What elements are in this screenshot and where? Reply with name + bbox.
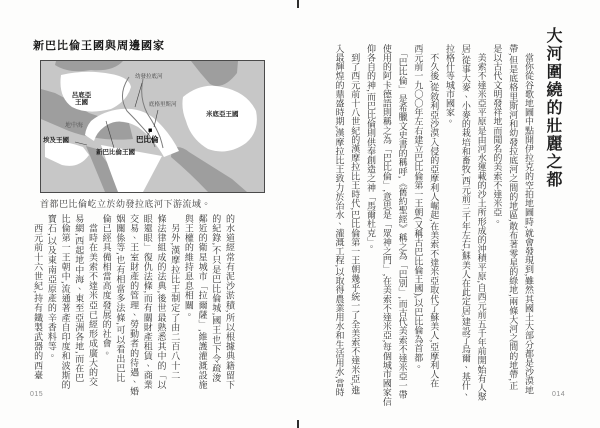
babylon-marker	[149, 129, 152, 132]
text-column: 另外,漢摩拉比王制定了由二百八十二	[170, 214, 181, 381]
text-column: 仰各自的神,而巴比倫則供奉創造之神「馬爾杜克」。	[366, 44, 377, 252]
map-title: 新巴比倫王國與周邊國家	[33, 40, 165, 52]
text-column: 到了西元前十八世紀的漢摩拉比王時代,巴比倫第一王朝幾乎統一了全美索不達米亞,進	[350, 44, 361, 395]
text-column: 交易、王室財產的管理、勞動者的待遇、婚	[129, 214, 140, 397]
map-caption: 首都巴比倫屹立於幼發拉底河下游流域。	[40, 199, 212, 209]
text-column: 易網,西起地中海、東至亞洲各地,而在巴	[74, 214, 85, 383]
text-column: 條法律組成的法典,後世最熟悉其中的「以	[156, 214, 167, 390]
text-column: 入最輝煌的鼎盛時期,漢摩拉比王致力於治水、灌溉工程,以取得農業用水和生活用水,當時	[334, 44, 345, 397]
map-label-euphrates: 幼發拉底河	[135, 74, 163, 80]
text-column: 的紀錄,不只是巴比倫城,國王也下令疏浚	[211, 214, 222, 383]
text-column: 的水道經常有泥沙淤積,所以根據典籍留下	[225, 214, 235, 390]
text-column: 拉格什等城市國家。	[445, 44, 456, 126]
page-number-left: 015	[30, 391, 44, 398]
page-number-right: 014	[552, 391, 566, 398]
chapter-title: 大河圍繞的壯麗之都	[544, 27, 561, 189]
gutter-registration-mark-top	[297, 0, 299, 8]
map-label-neo-babylonia: 新巴比倫王國	[96, 149, 135, 156]
right-page-body	[326, 44, 536, 415]
text-column: 寶石,以及東南亞原產的辛香料等。	[46, 214, 57, 361]
text-column: 與王權的維持息息相關。	[183, 214, 194, 320]
text-column: 鄰近的衛星城市「拉爾薩」,維護灌溉設施	[197, 214, 208, 390]
map-label-media: 米底亞王國	[206, 111, 239, 118]
text-column: 居,從事大麥、小麥的栽培和畜牧,西元前三千年左右,蘇美人在此定居,建設了烏爾、基什、	[460, 44, 471, 400]
text-column: 當時在美索不達米亞已經形成廣大的交	[87, 214, 98, 387]
map-label-mediterranean: 地中海	[65, 123, 84, 129]
left-page-body	[30, 214, 236, 410]
map-figure	[40, 60, 265, 193]
text-column: 比倫第一王朝中,流通著產自印度和波斯的	[60, 214, 71, 390]
text-column: 眼還眼」復仇法條,而有關財產租賃、商業	[142, 214, 153, 390]
text-column: 使用的阿卡德語則稱之為「巴比倫」,意思是「眾神之門」,在美索不達米亞,每個城市國家信	[381, 44, 392, 406]
text-column: 不久後,從敘利亞沙漠入侵的亞摩利人崛起,在美索不達米亞取代了蘇美人,亞摩利人在	[429, 44, 440, 388]
text-column: 倫已經具備相當高度發展的社會。	[101, 214, 112, 358]
text-column: 西元前十六世紀,持有鐵製武器的西臺	[33, 214, 44, 381]
map-label-lydia: 呂底亞王國	[71, 92, 92, 107]
text-column: 姻關係等,也有相當多法條,可以看出巴比	[115, 214, 126, 383]
gutter-registration-mark-bottom	[297, 420, 299, 428]
text-column: 西元前一九〇〇年左右建立巴比倫第一王朝(又稱古巴比倫王國),以巴比倫為首都。	[413, 44, 424, 372]
text-column: 帶,但是底格里斯河和幼發拉底河之間的地區,散布著零星的綠地,兩條大河之間的地帶,正	[508, 44, 519, 391]
text-column: 美索不達米亞平原是由河水運載的沙土所形成的沖積平原,自西元前五千年前開始有人聚	[476, 44, 487, 402]
map-label-babylon: 巴比倫	[136, 135, 159, 144]
text-column: 當你從谷歌地圖中點開伊拉克的空拍地圖時,就會發現到,雖然其國土大部分都是沙漠地	[524, 44, 534, 395]
map-label-tigris: 底格里斯河	[149, 102, 177, 108]
map-label-egypt: 埃及王國	[43, 137, 69, 144]
text-column: 是以古代文明發祥地而聞名的美索不達米亞。	[492, 44, 503, 226]
text-column: 「巴比倫」是希臘文史書的稱呼,《舊約聖經》稱之為「巴別」,而古代美索不達米亞一帶	[397, 44, 408, 400]
